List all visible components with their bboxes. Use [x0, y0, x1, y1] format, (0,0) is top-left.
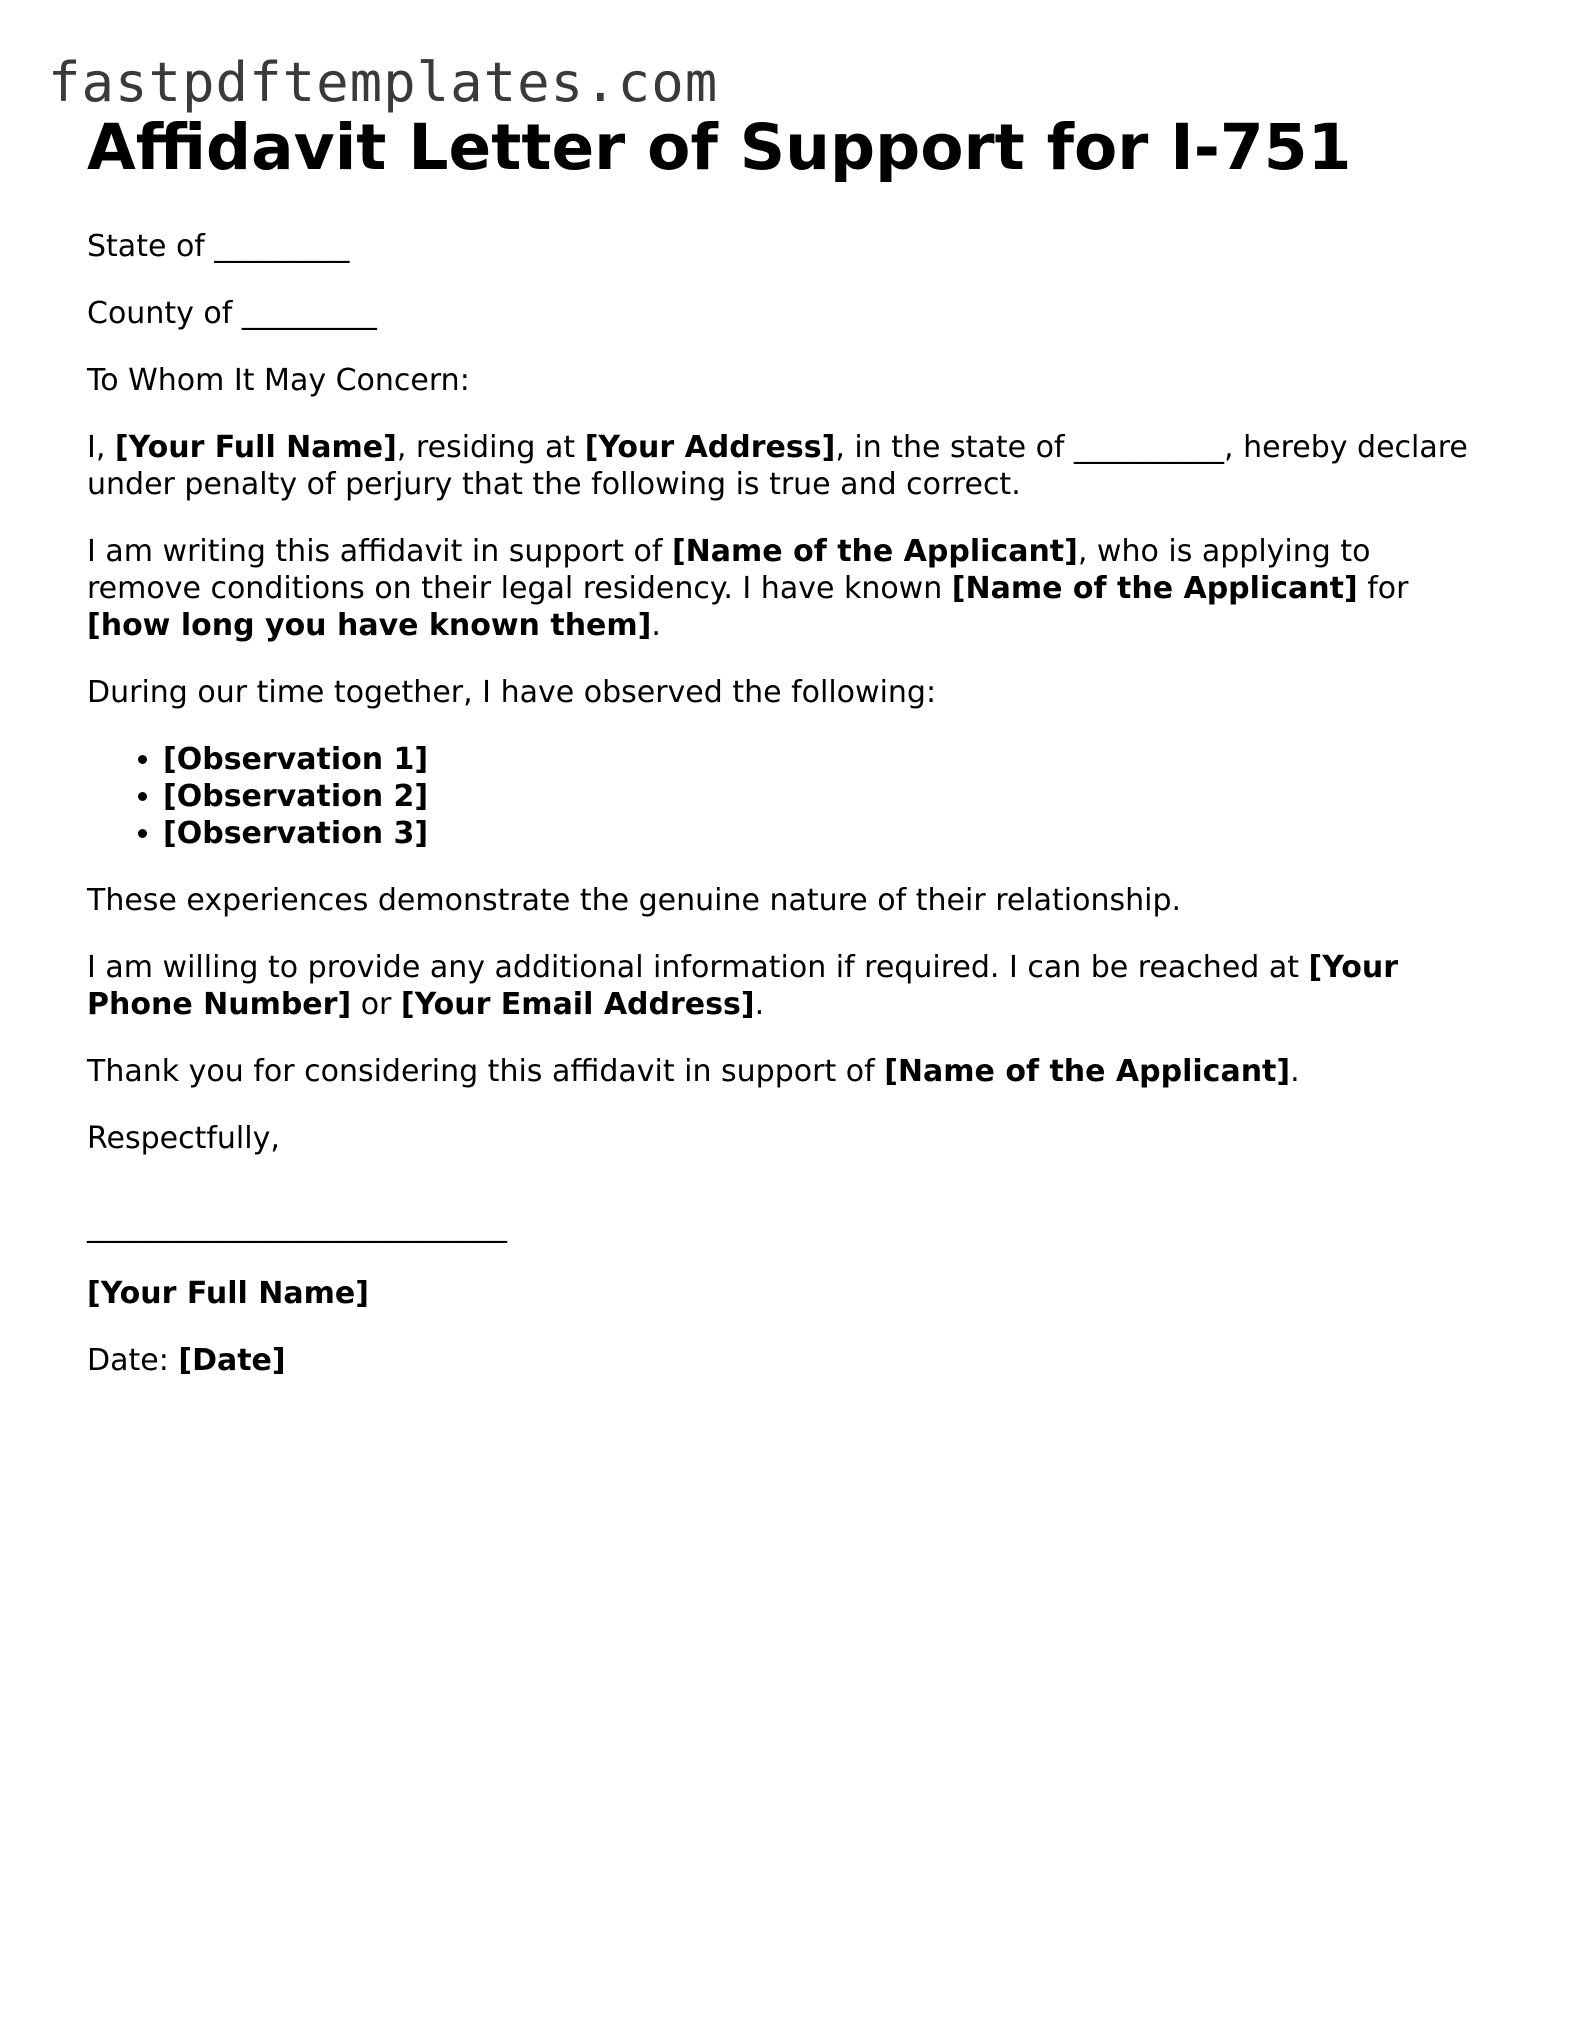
list-item: • [Observation 2]	[163, 778, 1487, 815]
declaration-paragraph	[87, 429, 1487, 503]
text: .	[651, 608, 661, 643]
closing: Respectfully,	[87, 1121, 280, 1156]
duration-placeholder: [how long you have known them]	[87, 608, 652, 643]
signer-name-placeholder: [Your Full Name]	[87, 1276, 369, 1311]
support-paragraph	[87, 533, 1487, 644]
date-placeholder: [Date]	[178, 1343, 286, 1378]
text: I am willing to provide any additional information if required. I can be reached at	[87, 950, 1309, 985]
text: , in the state of __________, hereby declare under penalty of perjury that the following is true and correct.	[87, 430, 1468, 502]
applicant-placeholder: [Name of the Applicant]	[671, 534, 1078, 569]
date-label: Date:	[87, 1343, 179, 1378]
text: .	[1290, 1054, 1300, 1089]
county-line: County of _________	[87, 296, 377, 331]
contact-paragraph	[87, 949, 1487, 1023]
list-item: • [Observation 3]	[163, 815, 1487, 852]
text: for	[1357, 571, 1409, 606]
salutation: To Whom It May Concern:	[87, 363, 470, 398]
document-body	[87, 108, 1487, 1409]
address-placeholder: [Your Address]	[584, 430, 836, 465]
full-name-placeholder: [Your Full Name]	[114, 430, 397, 465]
page-title: Affidavit Letter of Support for I-751	[87, 111, 1352, 184]
watermark-text: fastpdftemplates.com	[48, 51, 719, 114]
signature-line: ____________________________	[87, 1209, 507, 1244]
text: I am writing this affidavit in support of	[87, 534, 672, 569]
text: .	[754, 987, 765, 1022]
text: Thank you for considering this affidavit in support of	[87, 1054, 885, 1089]
signer-name	[87, 1275, 1487, 1312]
text: , residing at	[396, 430, 585, 465]
text: , who is applying to remove conditions on their legal residency. I have known	[87, 534, 1371, 606]
text: or	[351, 987, 401, 1022]
text: I,	[87, 430, 115, 465]
email-placeholder: [Your Email Address]	[400, 987, 755, 1022]
phone-placeholder: [Your Phone Number]	[87, 950, 1398, 1022]
observations-list	[87, 741, 1487, 852]
date-line	[87, 1342, 1487, 1379]
applicant-placeholder: [Name of the Applicant]	[884, 1054, 1291, 1089]
list-item: • [Observation 1]	[163, 741, 1487, 778]
relationship-paragraph: These experiences demonstrate the genuine nature of their relationship.	[87, 883, 1182, 918]
state-line: State of _________	[87, 229, 350, 264]
observations-intro: During our time together, I have observed the following:	[87, 675, 937, 710]
applicant-placeholder: [Name of the Applicant]	[951, 571, 1358, 606]
thanks-paragraph	[87, 1053, 1487, 1090]
